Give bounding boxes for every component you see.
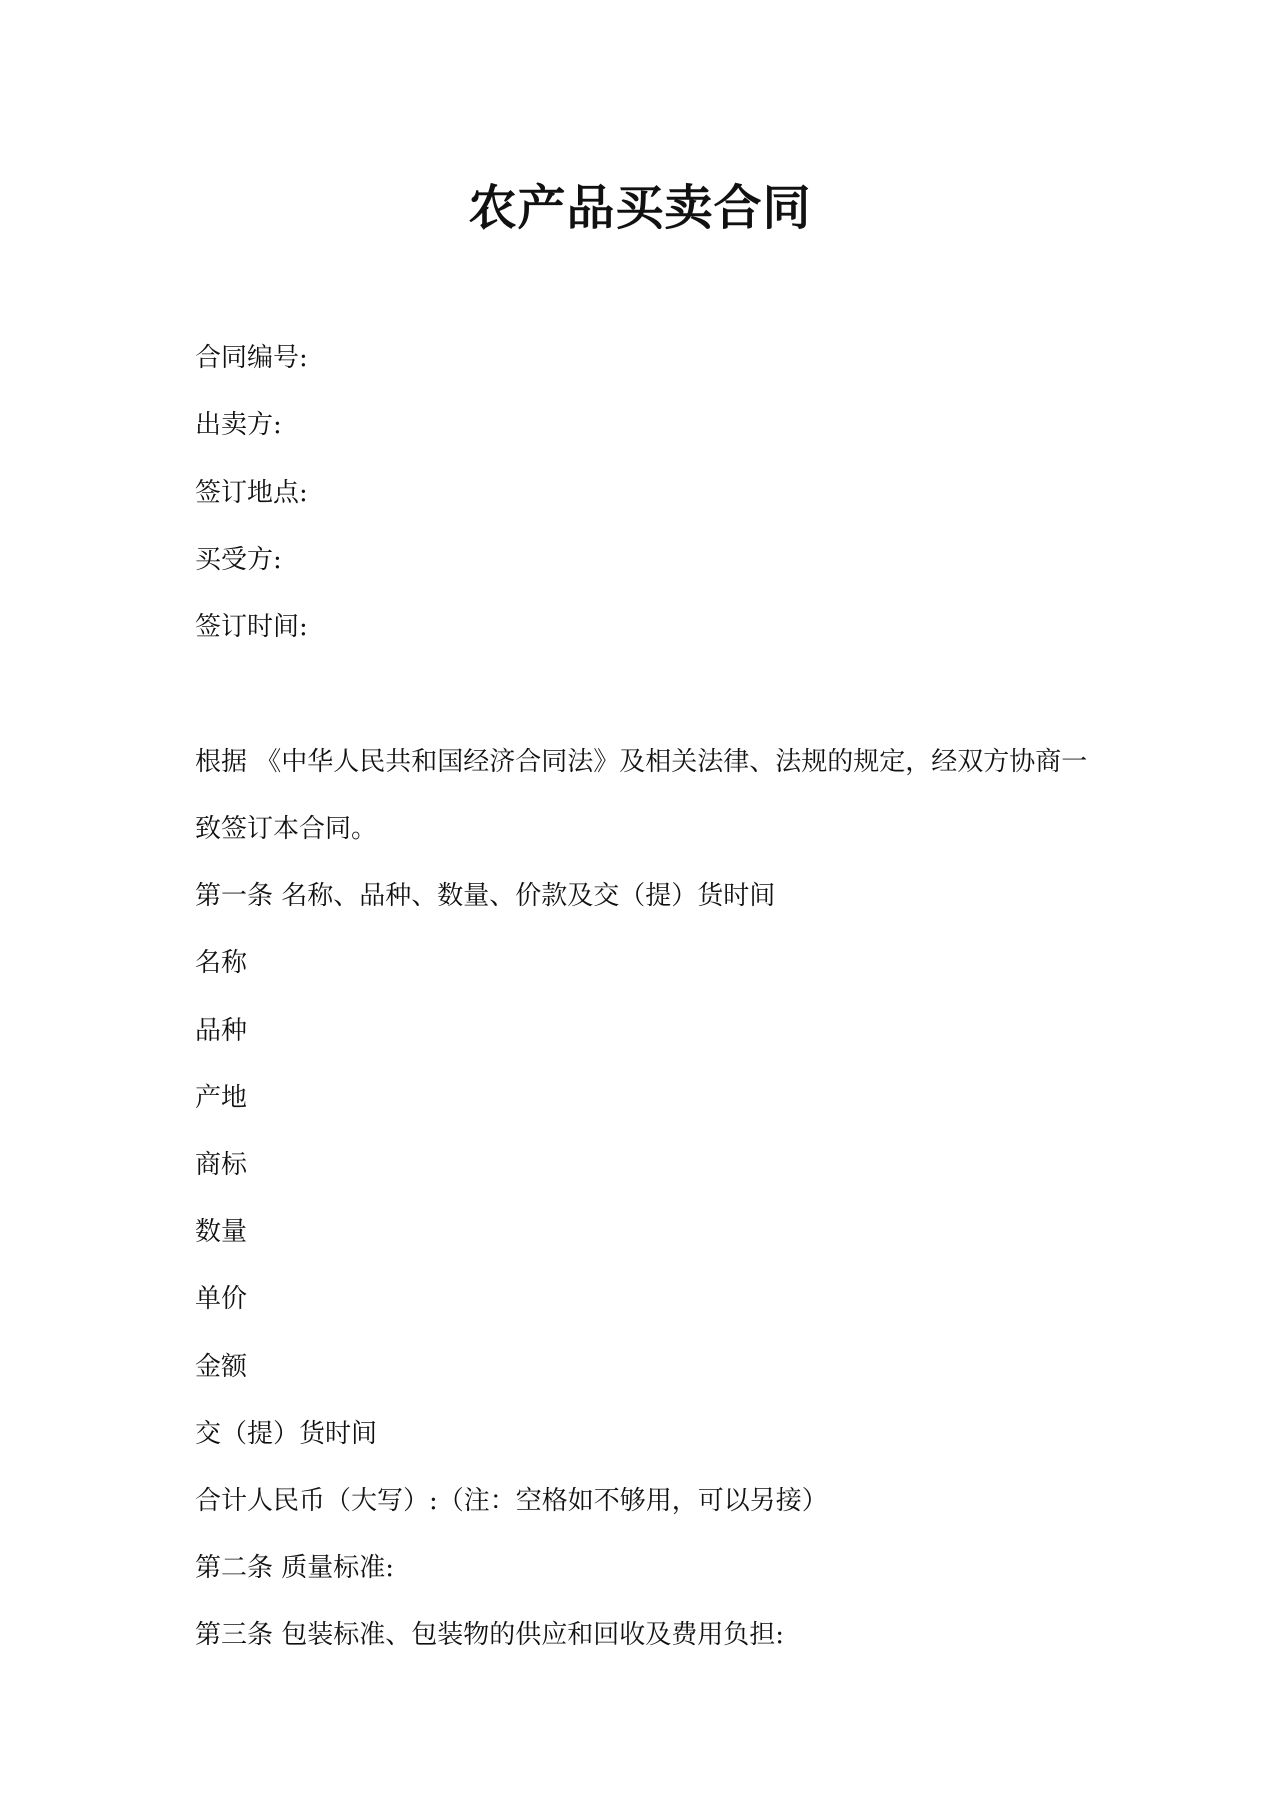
article1-item-amount: 金额 — [195, 1352, 248, 1382]
article1-item-origin: 产地 — [195, 1083, 248, 1113]
preamble-line-2: 致签订本合同。 — [195, 814, 378, 844]
field-contract-number: 合同编号: — [195, 343, 308, 373]
field-signing-time: 签订时间: — [195, 612, 308, 642]
article1-item-quantity: 数量 — [195, 1217, 248, 1247]
article3-heading: 第三条 包装标准、包装物的供应和回收及费用负担: — [195, 1620, 785, 1650]
article1-item-unit-price: 单价 — [195, 1284, 248, 1314]
field-seller: 出卖方: — [195, 410, 282, 440]
article1-item-name: 名称 — [195, 948, 248, 978]
article1-item-variety: 品种 — [195, 1016, 248, 1046]
article1-heading: 第一条 名称、品种、数量、价款及交（提）货时间 — [195, 881, 776, 911]
page-title: 农产品买卖合同 — [468, 180, 812, 236]
article1-item-trademark: 商标 — [195, 1150, 248, 1180]
article2-heading: 第二条 质量标准: — [195, 1553, 395, 1583]
article1-item-delivery-time: 交（提）货时间 — [195, 1419, 378, 1449]
field-signing-place: 签订地点: — [195, 478, 308, 508]
preamble-line-1: 根据 《中华人民共和国经济合同法》及相关法律、法规的规定，经双方协商一 — [195, 747, 1088, 777]
article1-total: 合计人民币（大写）:（注：空格如不够用，可以另接） — [195, 1486, 828, 1516]
field-buyer: 买受方: — [195, 545, 282, 575]
